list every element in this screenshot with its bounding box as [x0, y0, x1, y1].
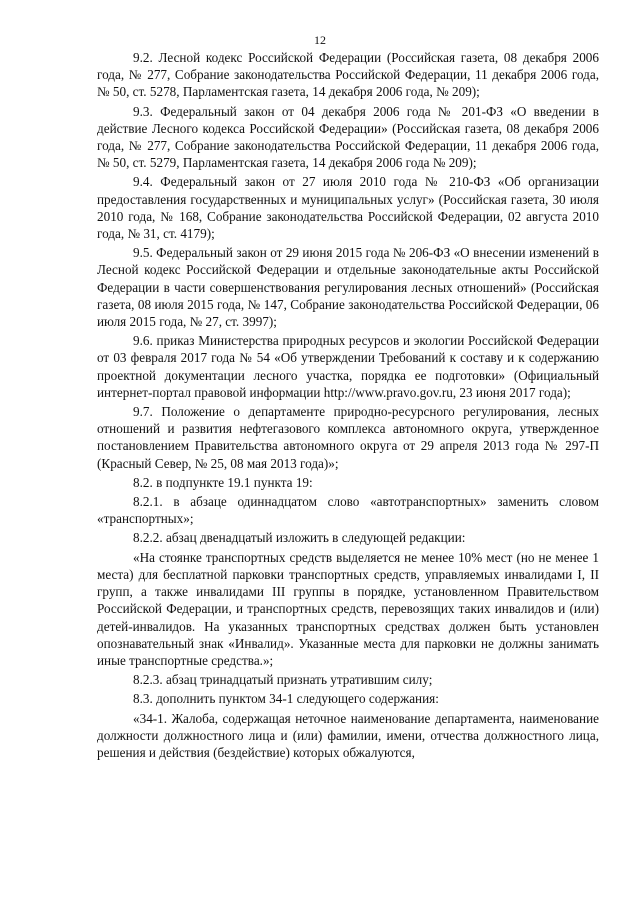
paragraph-9-3: 9.3. Федеральный закон от 04 декабря 2006 года № 201-ФЗ «О введении в действие Лесного кодекса Российской Федерации» (Российская газета, 08 декабря 2006 года, № 277, Собрание законодательства Российской Федерации, 11 декабря 2006 года, № 50, ст. 5279, Парламентская газета, 14 декабря 2006 года № 209);: [97, 103, 599, 171]
paragraph-9-5: 9.5. Федеральный закон от 29 июня 2015 года № 206-ФЗ «О внесении изменений в Лесной кодекс Российской Федерации и отдельные законодательные акты Российской Федерации в части совершенствования регулирования лесных отношений» (Российская газета, 08 июля 2015 года, № 147, Собрание законодательства Российской Федерации, 06 июля 2015 года, № 27, ст. 3997);: [97, 245, 599, 330]
paragraph-8-2: 8.2. в подпункте 19.1 пункта 19:: [133, 474, 313, 490]
paragraph-9-7: 9.7. Положение о департаменте природно-ресурсного регулирования, лесных отношений и развития нефтегазового комплекса автономного округа, утвержденное постановлением Правительства автономного округа от 29 апреля 2013 года № 297-П (Красный Север, № 25, 08 мая 2013 года)»;: [97, 404, 599, 471]
paragraph-parking-text: «На стоянке транспортных средств выделяется не менее 10% мест (но не менее 1 места) для бесплатной парковки транспортных средств, управляемых инвалидами I, II групп, а также инвалидами III группы в порядке, установленном Правительством Российской Федерации, и транспортных средств, перевозящих таких инвалидов и (или) детей-инвалидов. На указанных транспортных средствах должен быть установлен опознавательный знак «Инвалид». Указанные места для парковки не должны занимать иные транспортные средства.»;: [97, 549, 599, 668]
page-number: 12: [314, 33, 326, 47]
paragraph-9-6: 9.6. приказ Министерства природных ресурсов и экологии Российской Федерации от 03 февраля 2017 года № 54 «Об утверждении Требований к составу и к содержанию проектной документации лесного участка, порядка ее подготовки» (Официальный интернет-портал правовой информации http://www.pravo.gov.ru, 23 июня 2017 года);: [97, 333, 599, 400]
paragraph-9-2: 9.2. Лесной кодекс Российской Федерации (Российская газета, 08 декабря 2006 года, № 277, Собрание законодательства Российской Федерации, 11 декабря 2006 года, № 50, ст. 5278, Парламентская газета, 14 декабря 2006 года, № 209);: [97, 50, 599, 100]
paragraph-8-2-1: 8.2.1. в абзаце одиннадцатом слово «автотранспортных» заменить словом «транспортных»;: [97, 494, 599, 527]
paragraph-8-3: 8.3. дополнить пунктом 34-1 следующего содержания:: [133, 691, 439, 707]
paragraph-9-4: 9.4. Федеральный закон от 27 июля 2010 года № 210-ФЗ «Об организации предоставления государственных и муниципальных услуг» (Российская газета, 30 июля 2010 года, № 168, Собрание законодательства Российской Федерации, 02 августа 2010 года, № 31, ст. 4179);: [97, 174, 599, 242]
paragraph-8-2-2: 8.2.2. абзац двенадцатый изложить в следующей редакции:: [133, 530, 466, 546]
document-body: [97, 49, 599, 763]
paragraph-8-2-3: 8.2.3. абзац тринадцатый признать утратившим силу;: [133, 672, 433, 688]
paragraph-34-1: «34-1. Жалоба, содержащая неточное наименование департамента, наименование должности должностного лица и (или) фамилии, имени, отчества должностного лица, решения и действия (бездействие) которых обжалуются,: [97, 710, 599, 760]
